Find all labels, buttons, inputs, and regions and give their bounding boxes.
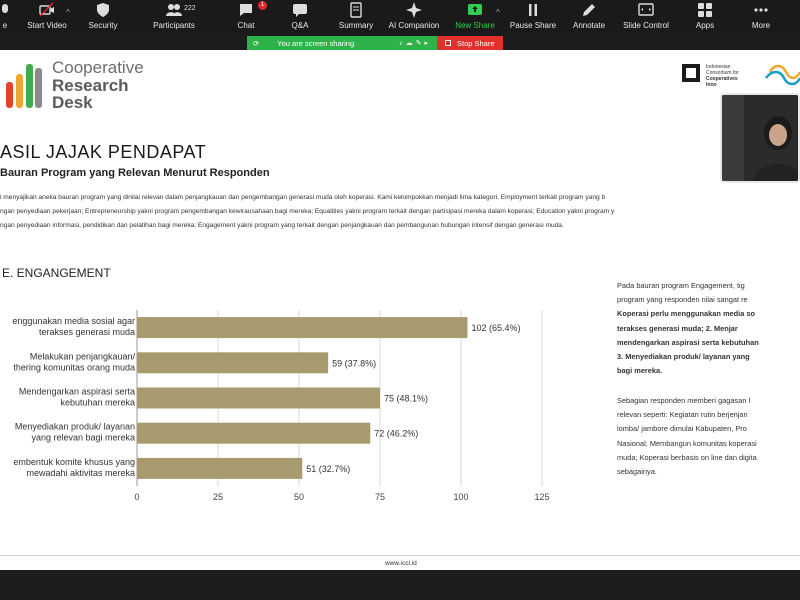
- start-video-button[interactable]: Start Video ^: [22, 2, 72, 36]
- category-label: terakses generasi muda: [38, 327, 135, 338]
- cooperative-logo-icon: [6, 60, 42, 110]
- meeting-toolbar: [0, 0, 800, 36]
- summary-button[interactable]: Summary: [334, 2, 378, 36]
- apps-icon: [697, 2, 713, 18]
- x-tick-label: 100: [453, 492, 469, 502]
- right-paragraph-1-line: Pada bauran program Engagement, tig: [617, 281, 745, 290]
- more-button[interactable]: More: [748, 2, 774, 36]
- bar: [137, 317, 467, 338]
- video-off-icon: [39, 2, 55, 18]
- right-paragraph-2-line: Nasional; Membangun komunitas koperasi: [617, 438, 757, 448]
- data-label: 75 (48.1%): [384, 393, 429, 404]
- chevron-up-icon[interactable]: ^: [496, 8, 500, 17]
- right-paragraph-1-line: terakses generasi muda; 2. Menjar: [617, 323, 738, 333]
- qa-icon: [292, 2, 308, 18]
- apps-button[interactable]: Apps: [692, 2, 718, 36]
- chevron-up-icon[interactable]: ^: [66, 8, 70, 17]
- slide-control-button[interactable]: Slide Control: [620, 2, 672, 36]
- pen-icon: [581, 2, 597, 18]
- share-screen-icon: [467, 2, 483, 18]
- category-label: yang relevan bagi mereka: [31, 432, 135, 443]
- speaker-video-thumbnail[interactable]: [720, 93, 800, 183]
- stop-share-label: Stop Share: [457, 38, 495, 48]
- shared-slide: [0, 50, 800, 570]
- data-label: 72 (46.2%): [374, 428, 419, 439]
- category-label: mewadahi aktivitas mereka: [26, 467, 135, 478]
- right-paragraph-1-line: mendengarkan aspirasi serta kebutuhan: [617, 337, 759, 347]
- shield-icon: [95, 2, 111, 18]
- category-label: Melakukan penjangkauan/: [29, 351, 135, 362]
- stop-icon: [445, 40, 451, 46]
- chat-unread-badge: 1: [258, 1, 267, 10]
- bar: [137, 458, 302, 479]
- sharing-controls-icon[interactable]: ♪☁✎▸: [399, 40, 431, 47]
- x-tick-label: 0: [134, 492, 140, 502]
- participants-button[interactable]: Participants 222: [148, 2, 200, 36]
- right-paragraph-1-line: 3. Menyediakan produk/ layanan yang: [617, 352, 750, 361]
- data-label: 59 (37.8%): [332, 358, 377, 369]
- slide-title: ASIL JAJAK PENDAPAT: [0, 142, 207, 162]
- sharing-status-text: You are screen sharing: [277, 38, 355, 48]
- x-tick-label: 25: [212, 492, 224, 502]
- right-paragraph-1-line: program yang responden nilai sangat re: [617, 295, 748, 305]
- category-label: kebutuhan mereka: [60, 397, 135, 408]
- drag-handle-icon[interactable]: ⟳: [253, 38, 260, 48]
- x-tick-label: 75: [374, 492, 386, 502]
- security-button[interactable]: Security: [82, 2, 124, 36]
- sharing-status: [247, 36, 437, 50]
- ai-companion-button[interactable]: AI Companion: [386, 2, 442, 36]
- new-share-button[interactable]: New Share ^: [452, 2, 498, 36]
- footer-divider: [0, 555, 800, 556]
- toolbar-item-truncated[interactable]: e: [0, 2, 14, 36]
- speaker-avatar-icon: [722, 95, 800, 183]
- pause-share-button[interactable]: Pause Share: [508, 2, 558, 36]
- right-paragraph-2-line: lomba/ jambore dimulai Kabupaten, Pro: [617, 424, 747, 434]
- participants-icon: [166, 2, 182, 18]
- right-paragraph-2-line: relevan seperti: Kegiatan rutin berjenjan: [617, 410, 748, 420]
- category-label: embentuk komite khusus yang: [13, 456, 135, 467]
- slide-subtitle: Bauran Program yang Relevan Menurut Responden: [0, 167, 270, 179]
- intro-line-1: i menyajikan aneka bauran program yang dinilai relevan dalam penjangkauan dan pengembangan generasi muda oleh koperasi. Kami kelompokkan menjadi lima kategori: Employment terkait program yang b: [0, 194, 606, 201]
- x-tick-label: 125: [534, 492, 550, 502]
- x-tick-label: 50: [293, 492, 305, 502]
- bar: [137, 423, 370, 444]
- category-label: thering komunitas orang muda: [13, 362, 135, 373]
- summary-icon: [348, 2, 364, 18]
- category-label: enggunakan media sosial agar: [12, 316, 135, 327]
- right-paragraph-2-line: Sebagian responden memberi gagasan l: [617, 396, 751, 405]
- annotate-button[interactable]: Annotate: [570, 2, 608, 36]
- logo-text-line3: Desk: [52, 93, 93, 112]
- intro-line-3: ngan penyediaan informasi, pendidikan dan pelatihan bagi mereka; Engagement yakni program yang terkait dengan penjangkauan dan pembangunan hubungan intensif dengan generasi muda.: [0, 222, 564, 229]
- pause-icon: [525, 2, 541, 18]
- right-paragraph-2-line: sebagainya.: [617, 467, 657, 476]
- right-paragraph-2-line: muda; Koperasi berbasis on line dan digita: [617, 452, 757, 462]
- participant-count: 222: [184, 5, 196, 12]
- logo-text-line2: Research: [52, 76, 129, 95]
- bar: [137, 352, 328, 373]
- qa-button[interactable]: Q&A: [285, 2, 315, 36]
- data-label: 51 (32.7%): [306, 463, 351, 474]
- footer-url: www.iccl.id: [385, 560, 417, 567]
- chat-button[interactable]: Chat 1: [228, 2, 264, 36]
- bottom-strip: [0, 570, 800, 600]
- slide-control-icon: [638, 2, 654, 18]
- section-title: E. ENGANGEMENT: [2, 266, 111, 280]
- category-label: Menyediakan produk/ layanan: [14, 421, 135, 432]
- stop-share-button[interactable]: [437, 36, 503, 50]
- screen-sharing-bar: [247, 36, 503, 50]
- category-label: Mendengarkan aspirasi serta: [18, 386, 135, 397]
- microphone-icon: [0, 2, 13, 18]
- right-paragraph-1-line: Koperasi perlu menggunakan media so: [617, 309, 755, 319]
- consortium-name: Indonesian Consortium for Cooperatives Inno: [706, 64, 739, 88]
- engagement-bar-chart: [0, 308, 600, 508]
- logo-text-line1: Cooperative: [52, 58, 144, 77]
- right-paragraph-1-line: bagi mereka.: [617, 366, 663, 376]
- bar: [137, 388, 380, 409]
- sparkle-icon: [406, 2, 422, 18]
- intro-line-2: ngan penyediaan pekerjaan; Entrepreneurship yakni program pengembangan kewirausahaan bagi mereka; Equalities yakni program terkait dengan partisipasi mereka dalam koperasi; Education yakni program y: [0, 208, 615, 215]
- chat-icon: [238, 2, 254, 18]
- more-icon: [753, 2, 769, 18]
- data-label: 102 (65.4%): [471, 323, 521, 334]
